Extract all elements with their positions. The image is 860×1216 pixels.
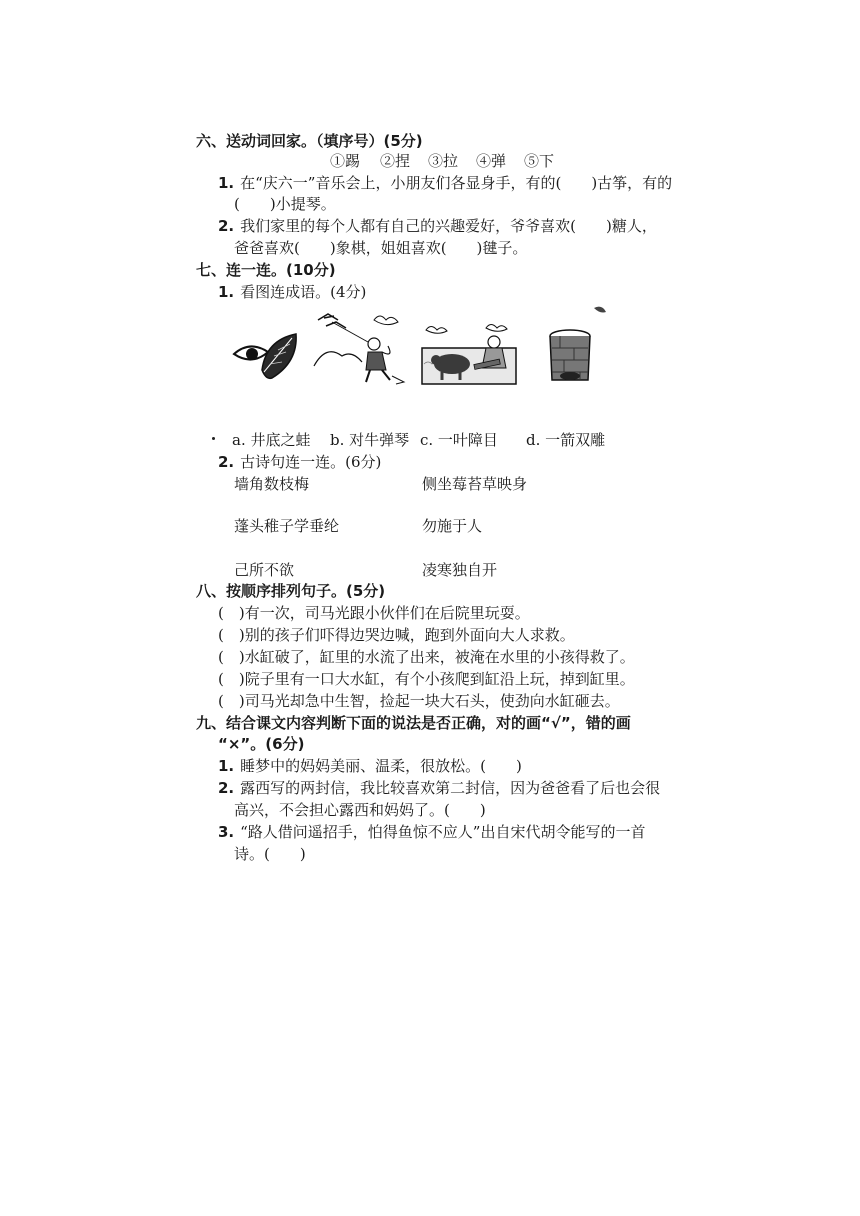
section-6-title: 六、送动词回家。（填序号）(5分)	[196, 132, 423, 150]
s9-question-3	[218, 822, 645, 842]
part-number: 1.	[218, 283, 235, 301]
question-number: 2.	[218, 217, 235, 235]
idiom-b: b. 对牛弹琴	[330, 431, 410, 449]
frog-in-well-icon	[544, 302, 614, 386]
s6-question-2-cont: 爸爸喜欢( )象棋，姐姐喜欢( )毽子。	[234, 239, 528, 257]
option-3: ③拉	[428, 152, 459, 170]
poem-left-1: 墙角数枝梅	[234, 475, 310, 493]
ox-and-zither-player-icon	[420, 320, 520, 386]
section-9-title: 九、结合课文内容判断下面的说法是否正确，对的画“√”，错的画	[196, 714, 631, 732]
sentence-5: ( )司马光却急中生智，捡起一块大石头，使劲向水缸砸去。	[218, 692, 620, 710]
part-text: 古诗句连一连。(6分)	[240, 453, 382, 471]
poem-right-2: 勿施于人	[422, 517, 483, 535]
idiom-a: a. 井底之蛙	[232, 431, 311, 449]
archer-birds-icon	[312, 306, 412, 386]
question-text: 在“庆六一”音乐会上，小朋友们各显身手，有的( )古筝，有的	[240, 174, 673, 192]
section-8-title: 八、按顺序排列句子。(5分)	[196, 582, 386, 600]
s9-question-2	[218, 778, 660, 798]
idiom-d: d. 一箭双雕	[526, 431, 606, 449]
option-5: ⑤下	[524, 152, 555, 170]
s6-question-2	[218, 216, 657, 236]
part-text: 看图连成语。(4分)	[240, 283, 367, 301]
part-number: 2.	[218, 453, 235, 471]
question-text: 露西写的两封信，我比较喜欢第二封信，因为爸爸看了后也会很	[240, 779, 661, 797]
idiom-c: c. 一叶障目	[420, 431, 498, 449]
question-text: 我们家里的每个人都有自己的兴趣爱好，爷爷喜欢( )糖人，	[240, 217, 657, 235]
sentence-1: ( )有一次，司马光跟小伙伴们在后院里玩耍。	[218, 604, 530, 622]
question-number: 1.	[218, 757, 235, 775]
question-text: “路人借问遥招手，怕得鱼惊不应人”出自宋代胡令能写的一首	[240, 823, 646, 841]
sentence-4: ( )院子里有一口大水缸，有个小孩爬到缸沿上玩，掉到缸里。	[218, 670, 635, 688]
s9-question-1	[218, 756, 522, 776]
option-2: ②捏	[380, 152, 411, 170]
s7-part-2	[218, 452, 381, 472]
stray-mark	[212, 437, 215, 440]
option-1: ①踢	[330, 152, 361, 170]
sentence-3: ( )水缸破了，缸里的水流了出来，被淹在水里的小孩得救了。	[218, 648, 635, 666]
leaf-over-eye-icon	[232, 328, 302, 384]
s6-question-1	[218, 173, 672, 193]
question-number: 3.	[218, 823, 235, 841]
poem-left-2: 蓬头稚子学垂纶	[234, 517, 340, 535]
sentence-2: ( )别的孩子们吓得边哭边喊，跑到外面向大人求救。	[218, 626, 575, 644]
section-7-title: 七、连一连。(10分)	[196, 261, 336, 279]
question-text: 睡梦中的妈妈美丽、温柔，很放松。( )	[240, 757, 522, 775]
poem-right-1: 侧坐莓苔草映身	[422, 475, 528, 493]
s7-part-1	[218, 282, 366, 302]
option-4: ④弹	[476, 152, 507, 170]
s6-question-1-cont: ( )小提琴。	[234, 195, 336, 213]
poem-right-3: 凌寒独自开	[422, 561, 498, 579]
section-9-title-cont: “×”。(6分)	[218, 735, 305, 753]
question-number: 1.	[218, 174, 235, 192]
question-number: 2.	[218, 779, 235, 797]
s9-question-3-cont: 诗。( )	[234, 845, 306, 863]
poem-left-3: 己所不欲	[234, 561, 295, 579]
s9-question-2-cont: 高兴，不会担心露西和妈妈了。( )	[234, 801, 486, 819]
